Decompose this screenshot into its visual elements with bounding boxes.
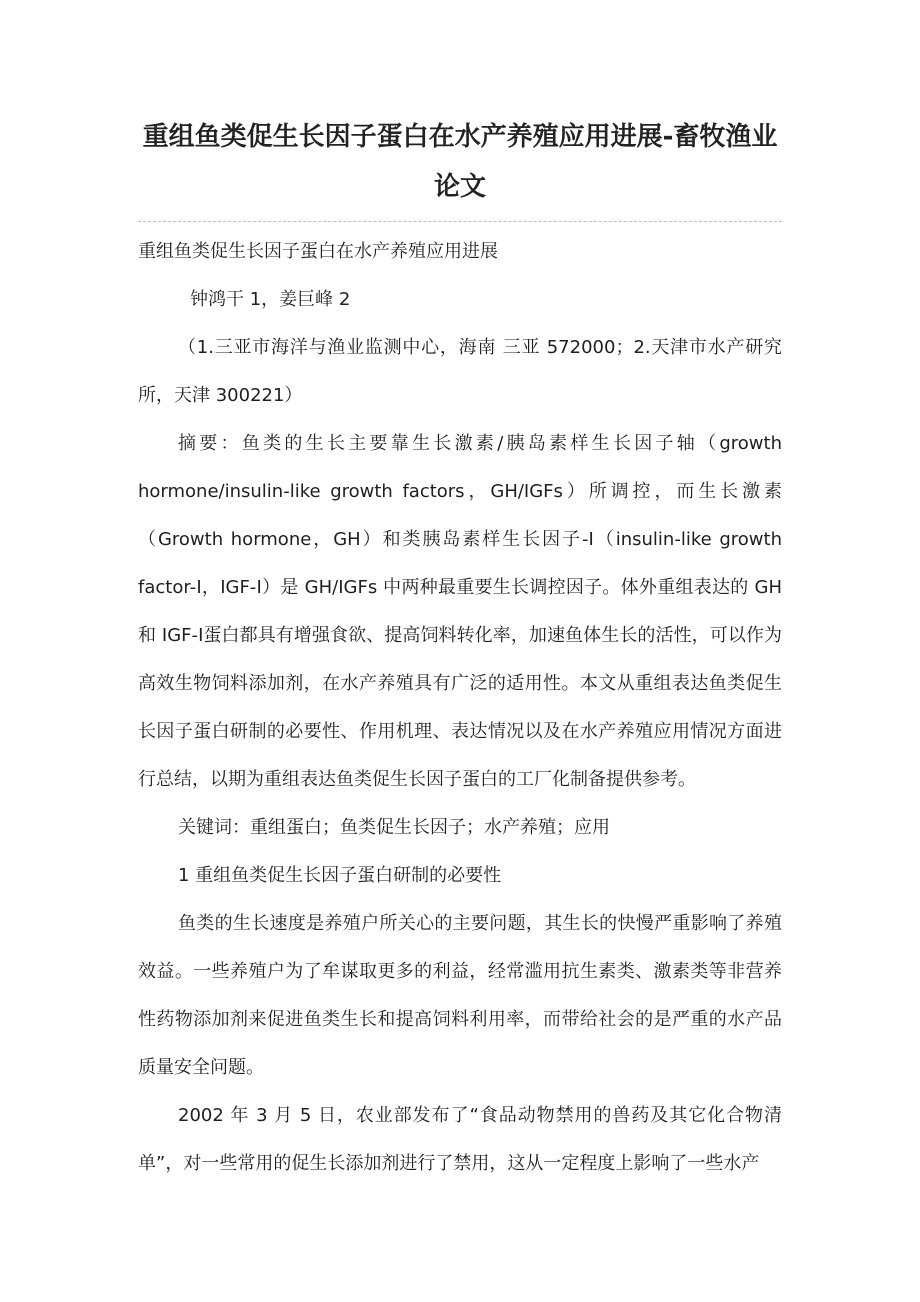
article-affiliations: （1.三亚市海洋与渔业监测中心，海南 三亚 572000；2.天津市水产研究所，天津 300221） xyxy=(138,337,782,406)
body-paragraph: 鱼类的生长速度是养殖户所关心的主要问题，其生长的快慢严重影响了养殖效益。一些养殖户为了牟谋取更多的利益，经常滥用抗生素类、激素类等非营养性药物添加剂来促进鱼类生长和提高饲料利用率，而带给社会的是严重的水产品质量安全问题。 xyxy=(138,913,782,1078)
article-keywords: 关键词：重组蛋白；鱼类促生长因子；水产养殖；应用 xyxy=(178,817,610,838)
title-divider xyxy=(138,221,782,222)
article-authors: 钟鸿干 1，姜巨峰 2 xyxy=(190,289,351,310)
section-heading: 1 重组鱼类促生长因子蛋白研制的必要性 xyxy=(178,865,502,886)
article-abstract: 摘要：鱼类的生长主要靠生长激素/胰岛素样生长因子轴（growth hormone/insulin-like growth factors，GH/IGFs）所调控，而生长激素（Growth hormone，GH）和类胰岛素样生长因子-I（insulin-like growth factor-Ⅰ，IGF-Ⅰ）是 GH/IGFs 中两种最重要生长调控因子。体外重组表达的 GH 和 IGF-Ⅰ蛋白都具有增强食欲、提高饲料转化率，加速鱼体生长的活性，可以作为高效生物饲料添加剂，在水产养殖具有广泛的适用性。本文从重组表达鱼类促生长因子蛋白研制的必要性、作用机理、表达情况以及在水产养殖应用情况方面进行总结，以期为重组表达鱼类促生长因子蛋白的工厂化制备提供参考。 xyxy=(138,433,782,790)
body-paragraph: 2002 年 3 月 5 日，农业部发布了“食品动物禁用的兽药及其它化合物清单”，对一些常用的促生长添加剂进行了禁用，这从一定程度上影响了一些水产 xyxy=(138,1105,782,1174)
document-title: 重组鱼类促生长因子蛋白在水产养殖应用进展-畜牧渔业论文 xyxy=(142,122,778,202)
document-body xyxy=(138,228,782,1188)
article-subtitle: 重组鱼类促生长因子蛋白在水产养殖应用进展 xyxy=(138,241,498,262)
